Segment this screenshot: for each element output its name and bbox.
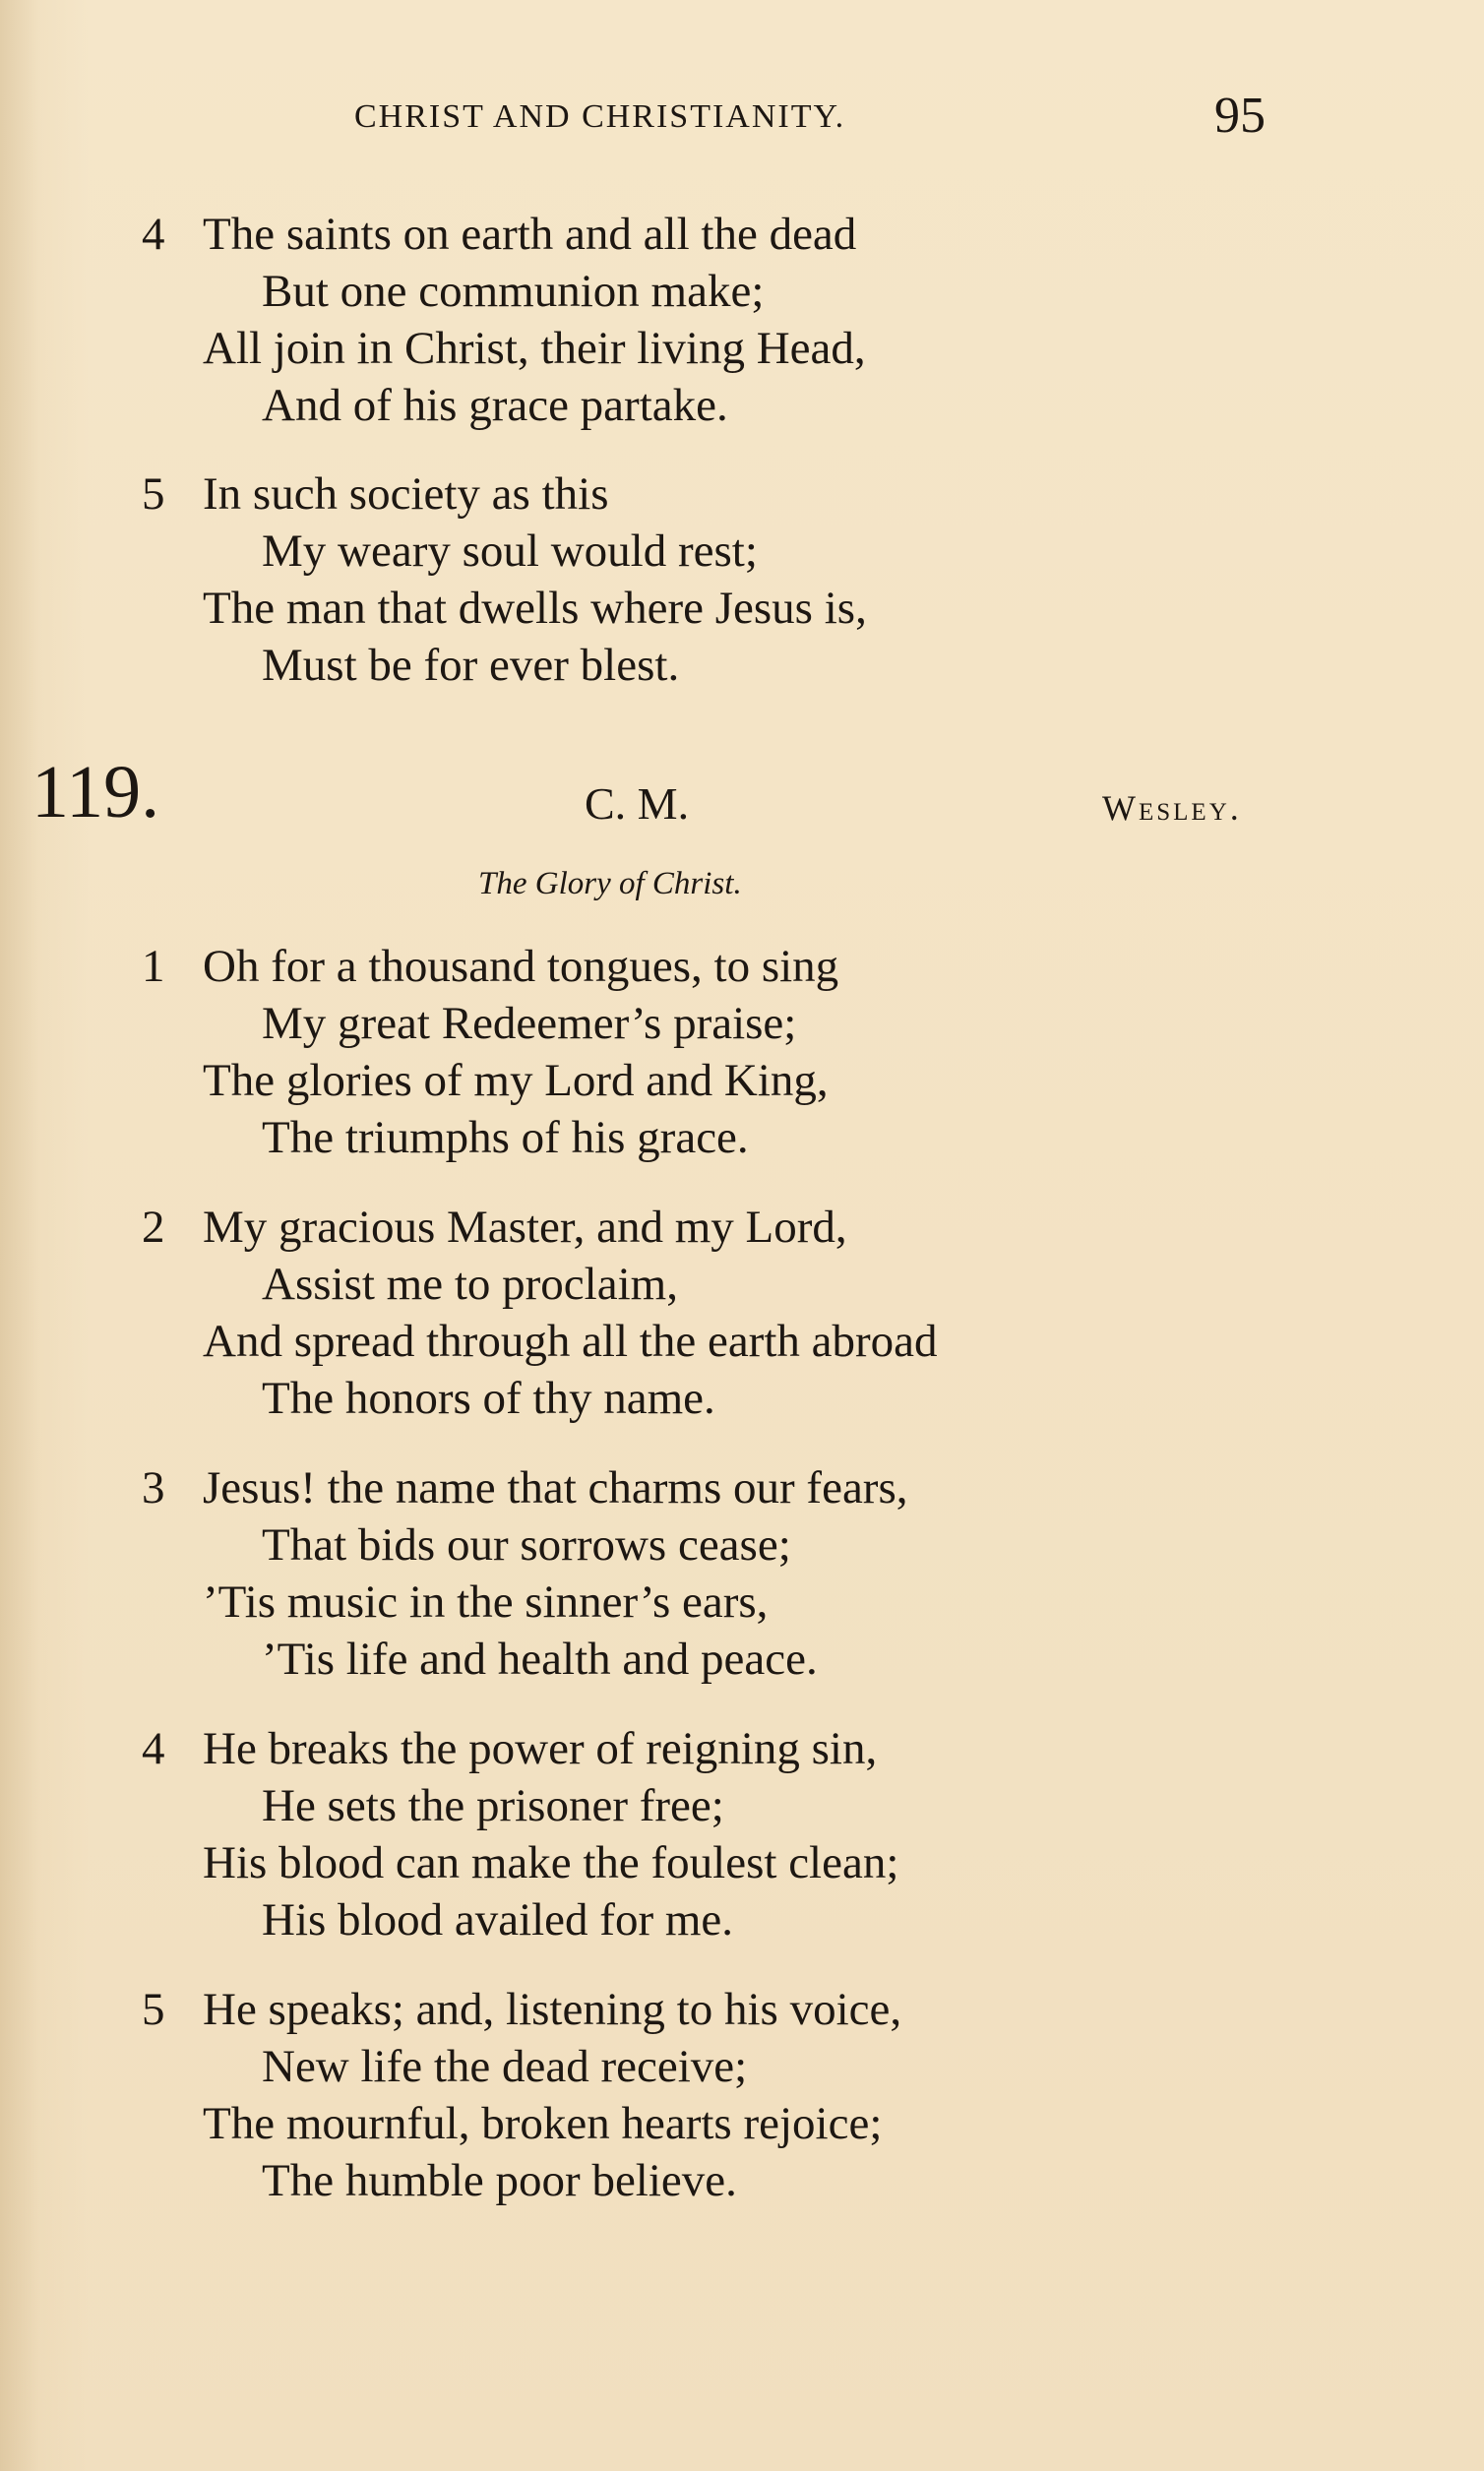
prev-stanza-5: [0, 465, 1378, 694]
line-text: The glories of my Lord and King,: [203, 1055, 829, 1106]
line-text: My gracious Master, and my Lord,: [203, 1202, 847, 1253]
hymn-stanza-4: [0, 1720, 1378, 1948]
stanza-line: [0, 1981, 1378, 2038]
line-text: The man that dwells where Jesus is,: [203, 583, 867, 634]
stanza-number: 5: [142, 1984, 165, 2035]
stanza-line: [0, 1459, 1378, 1516]
line-text: My weary soul would rest;: [262, 525, 758, 577]
line-text: My great Redeemer’s praise;: [262, 998, 797, 1049]
stanza-line: [0, 1574, 1378, 1631]
line-text: The mournful, broken hearts rejoice;: [203, 2098, 883, 2149]
stanza-number: 3: [142, 1462, 165, 1513]
stanza-line: [0, 2152, 1378, 2209]
hymn-stanza-1: [0, 938, 1378, 1166]
line-text: And spread through all the earth abroad: [203, 1316, 938, 1367]
hymn-stanza-3: [0, 1459, 1378, 1688]
line-text: All join in Christ, their living Head,: [203, 323, 866, 374]
stanza-line: [0, 1631, 1378, 1688]
hymn-stanza-5: [0, 1981, 1378, 2209]
stanza-number: 5: [142, 468, 165, 520]
stanza-line: [0, 1516, 1378, 1574]
stanza-line: [0, 1834, 1378, 1891]
hymn-meter: C. M.: [585, 778, 690, 829]
line-text: He sets the prisoner free;: [262, 1780, 724, 1831]
stanza-line: [0, 637, 1378, 694]
stanza-line: [0, 465, 1378, 523]
stanza-line: [0, 2095, 1378, 2152]
stanza-line: [0, 2038, 1378, 2095]
stanza-line: [0, 938, 1378, 995]
line-text: But one communion make;: [262, 266, 765, 317]
line-text: ’Tis music in the sinner’s ears,: [203, 1576, 769, 1628]
stanza-line: [0, 1891, 1378, 1948]
hymn-author: Wesley.: [1102, 788, 1242, 828]
line-text: Must be for ever blest.: [262, 640, 680, 691]
line-text: And of his grace partake.: [262, 380, 728, 431]
line-text: That bids our sorrows cease;: [262, 1519, 791, 1571]
stanza-line: [0, 1370, 1378, 1427]
line-text: His blood availed for me.: [262, 1894, 734, 1946]
line-text: He speaks; and, listening to his voice,: [203, 1984, 902, 2035]
stanza-line: [0, 580, 1378, 637]
stanza-line: [0, 995, 1378, 1052]
line-text: The humble poor believe.: [262, 2155, 737, 2206]
line-text: ’Tis life and health and peace.: [262, 1634, 818, 1685]
stanza-line: [0, 320, 1378, 377]
stanza-line: [0, 1256, 1378, 1313]
stanza-line: [0, 263, 1378, 320]
stanza-line: [0, 206, 1378, 263]
line-text: He breaks the power of reigning sin,: [203, 1723, 878, 1774]
stanza-number: 4: [142, 209, 165, 260]
hymn-title: The Glory of Christ.: [478, 866, 742, 901]
stanza-number: 2: [142, 1202, 165, 1253]
stanza-line: [0, 377, 1378, 434]
hymn-stanza-2: [0, 1199, 1378, 1427]
line-text: The saints on earth and all the dead: [203, 209, 857, 260]
stanza-number: 4: [142, 1723, 165, 1774]
prev-stanza-4: [0, 206, 1378, 434]
stanza-line: [0, 1199, 1378, 1256]
line-text: The triumphs of his grace.: [262, 1112, 749, 1163]
line-text: In such society as this: [203, 468, 609, 520]
hymn-number: 119.: [31, 751, 160, 834]
stanza-line: [0, 1052, 1378, 1109]
stanza-line: [0, 1109, 1378, 1166]
stanza-line: [0, 1313, 1378, 1370]
line-text: New life the dead receive;: [262, 2041, 748, 2092]
stanza-line: [0, 1777, 1378, 1834]
stanza-line: [0, 1720, 1378, 1777]
line-text: Assist me to proclaim,: [262, 1259, 678, 1310]
line-text: Jesus! the name that charms our fears,: [203, 1462, 908, 1513]
line-text: Oh for a thousand tongues, to sing: [203, 941, 839, 992]
stanza-line: [0, 523, 1378, 580]
stanza-number: 1: [142, 941, 165, 992]
line-text: His blood can make the foulest clean;: [203, 1837, 899, 1888]
line-text: The honors of thy name.: [262, 1373, 715, 1424]
running-title: CHRIST AND CHRISTIANITY.: [354, 98, 846, 135]
page-number: 95: [1214, 88, 1266, 144]
